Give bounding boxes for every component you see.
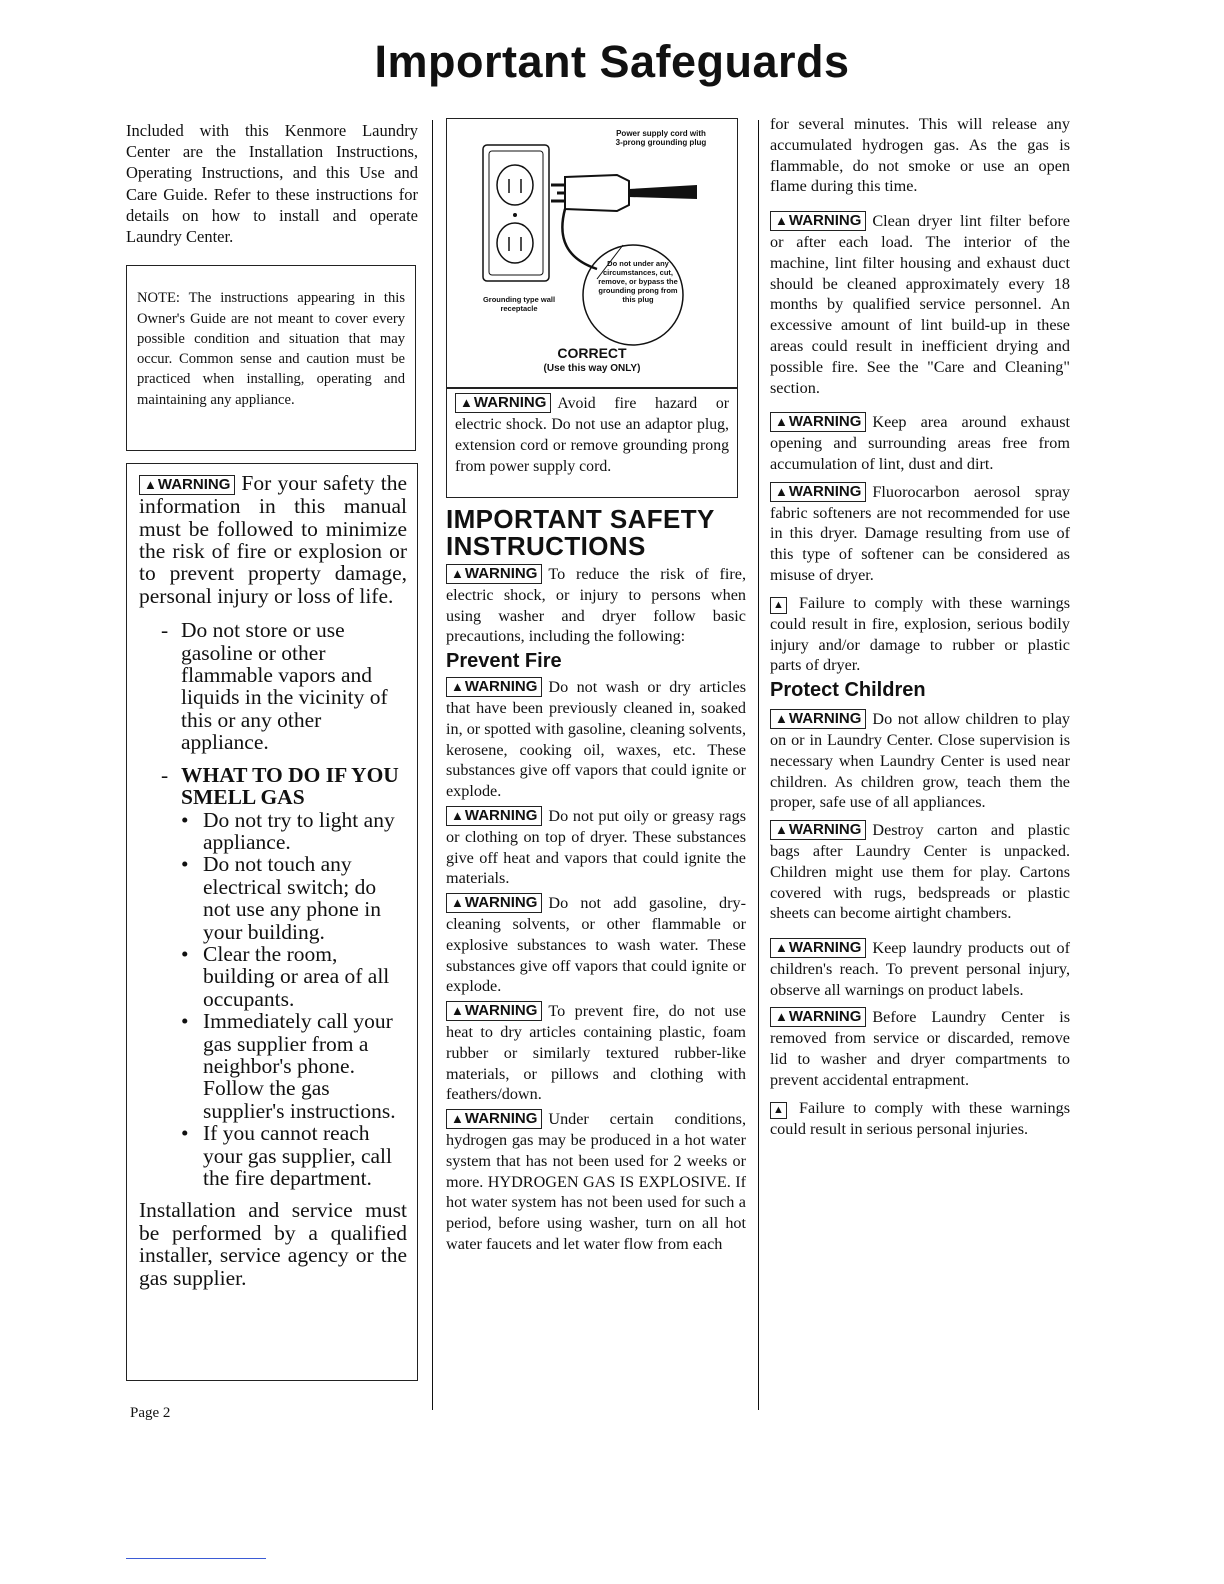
warning-triangle-icon: ▲ [451, 807, 464, 823]
alert-triangle-icon: ▲ [770, 1102, 787, 1119]
warning-badge: ▲WARNING [770, 211, 866, 231]
grounding-figure [446, 118, 738, 498]
gas-smell-heading: - WHAT TO DO IF YOU SMELL GAS [181, 762, 399, 810]
warning-badge: ▲WARNING [446, 677, 542, 697]
column-divider-1 [432, 120, 433, 1410]
outlet-bottom [497, 223, 533, 263]
safety-intro: ▲WARNING To reduce the risk of fire, electric shock, or injury to persons when using washer and dryer follow basic precautions, including the following: [446, 565, 746, 646]
children-warning: ▲WARNING Destroy carton and plastic bags after Laundry Center is unpacked. Children might use them for play. Cartons covered with rugs, bedspreads or plastic sheets can become airtight chambers. [770, 821, 1070, 923]
protect-children-heading: Protect Children [770, 679, 926, 702]
receptacle-label: Grounding type wall receptacle [482, 295, 556, 313]
warning-triangle-icon: ▲ [144, 477, 157, 493]
safety-list [139, 619, 407, 1189]
warning-badge: ▲WARNING [446, 893, 542, 913]
warning-triangle-icon: ▲ [451, 679, 464, 695]
page-title: Important Safeguards [374, 36, 850, 87]
grounding-plug-illustration [447, 119, 737, 381]
list-item [139, 764, 407, 1190]
power-cord-label: Power supply cord with 3-prong grounding plug [615, 129, 707, 147]
warning-triangle-icon: ▲ [775, 213, 788, 229]
fire-warning: ▲WARNING To prevent fire, do not use heat to dry articles containing plastic, foam rubber or similarly textured rubber-like materials, or pillows and clothing with feathers/down. [446, 1002, 746, 1104]
wall-plate-inner [489, 151, 543, 275]
prevent-fire-heading: Prevent Fire [446, 650, 562, 673]
figure-divider [447, 387, 737, 389]
adaptor-warning: ▲WARNING Avoid fire hazard or electric shock. Do not use an adaptor plug, extension cord or remove grounding prong from power supply cord. [455, 394, 729, 475]
warning-badge: ▲WARNING [770, 412, 866, 432]
hydrogen-continued: for several minutes. This will release any accumulated hydrogen gas. As the gas is flammable, do not smoke or use an open flame during this time. [770, 115, 1070, 196]
fire-failure-note: ▲ Failure to comply with these warnings could result in fire, explosion, serious bodily injury and/or damage to rubber or plastic parts of dryer. [770, 593, 1070, 675]
warning-badge: ▲WARNING [770, 482, 866, 502]
column-divider-2 [758, 120, 759, 1410]
children-warning: ▲WARNING Before Laundry Center is removed from service or discarded, remove lid to washer and dryer compartments to prevent accidental entrapment. [770, 1008, 1070, 1089]
safety-instructions-title: IMPORTANT SAFETY INSTRUCTIONS [446, 504, 715, 561]
exhaust-warning: ▲WARNING Keep area around exhaust opening and surrounding areas free from accumulation of lint, dust and dirt. [770, 413, 1070, 473]
warning-triangle-icon: ▲ [451, 1111, 464, 1127]
fire-warning: ▲WARNING Under certain conditions, hydrogen gas may be produced in a hot water system that has not been used for 2 weeks or more. HYDROGEN GAS IS EXPLOSIVE. If hot water system has not been used for such a period, before using washer, turn on all hot water faucets and let water flow from each [446, 1110, 746, 1253]
bullet-item: • If you cannot reach your gas supplier, call the fire department. [173, 1122, 407, 1189]
column-left [126, 120, 418, 1381]
note-text: NOTE: The instructions appearing in this Owner's Guide are not meant to cover every possible condition and situation that may occur. Common sense and caution must be practiced when installing, operating and maintaining any appliance. [137, 290, 405, 408]
warning-badge: ▲WARNING [446, 1001, 542, 1021]
bullet-item: • Do not try to light any appliance. [173, 809, 407, 854]
warning-triangle-icon: ▲ [775, 822, 788, 838]
warning-triangle-icon: ▲ [460, 395, 473, 410]
children-warning: ▲WARNING Keep laundry products out of children's reach. To prevent personal injury, observe all warnings on product labels. [770, 939, 1070, 999]
warning-triangle-icon: ▲ [775, 1009, 788, 1025]
warning-badge: ▲WARNING [446, 1109, 542, 1129]
warning-badge: ▲WARNING [446, 806, 542, 826]
intro-paragraph: Included with this Kenmore Laundry Center are the Installation Instructions, Operating Instructions, and this Use and Care Guide. Refer to these instructions for details on how to install and operate Laundry Center. [126, 121, 418, 247]
fire-warning: ▲WARNING Do not put oily or greasy rags or clothing on top of dryer. These substances give off heat and vapors that could ignite the materials. [446, 806, 746, 888]
aerosol-warning: ▲WARNING Fluorocarbon aerosol spray fabric softeners are not recommended for use in this dryer. Damage resulting from use of this type of softener can be considered as misuse of dryer. [770, 482, 1070, 584]
children-warning: ▲WARNING Do not allow children to play on or in Laundry Center. Close supervision is necessary when Laundry Center is used near children. As children grow, teach them the proper, safe use of all appliances. [770, 710, 1070, 812]
warning-triangle-icon: ▲ [451, 1003, 464, 1019]
installation-note: Installation and service must be performed by a qualified installer, service agency or the gas supplier. [139, 1198, 407, 1290]
bullet-item: • Immediately call your gas supplier from a neighbor's phone. Follow the gas supplier's instructions. [173, 1010, 407, 1122]
fire-warning: ▲WARNING Do not add gasoline, dry-cleaning solvents, or other flammable or explosive substances to wash water. These substances give off vapors that could ignite or explode. [446, 894, 746, 996]
column-right [770, 114, 1070, 1139]
bullet-item: • Clear the room, building or area of all occupants. [173, 943, 407, 1010]
gas-smell-steps [173, 809, 407, 1190]
warning-triangle-icon: ▲ [775, 483, 788, 499]
fire-warning: ▲WARNING Do not wash or dry articles that have been previously cleaned in, soaked in, or spotted with gasoline, cleaning solvents, kerosene, cooking oil, waxes, etc. These substances give off vapors that could ignite or explode. [446, 678, 746, 801]
warning-triangle-icon: ▲ [775, 414, 788, 430]
lint-warning: ▲WARNING Clean dryer lint filter before or after each load. The interior of the machine, lint filter housing and exhaust duct should be cleaned approximately every 18 months by qualified service personnel. An excessive amount of lint build-up in these areas could result in inefficient drying and possible fire. See the "Care and Cleaning" section. [770, 212, 1070, 397]
warning-badge: ▲WARNING [446, 564, 542, 584]
injury-failure-note: ▲ Failure to comply with these warnings could result in serious personal injuries. [770, 1098, 1070, 1138]
warning-triangle-icon: ▲ [775, 940, 788, 956]
figure-caption: CORRECT [557, 345, 627, 361]
alert-triangle-icon: ▲ [770, 597, 787, 614]
figure-caption-sub: (Use this way ONLY) [543, 363, 641, 374]
warning-triangle-icon: ▲ [451, 566, 464, 581]
footer-rule [126, 1558, 266, 1559]
warning-triangle-icon: ▲ [775, 711, 788, 727]
bullet-item: • Do not touch any electrical switch; do not use any phone in your building. [173, 853, 407, 943]
warning-badge: ▲WARNING [770, 820, 866, 840]
column-middle [446, 118, 746, 1255]
grounding-prong-warning-label: Do not under any circumstances, cut, remove, or bypass the grounding prong from this plug [598, 259, 678, 304]
warning-badge: ▲WARNING [770, 938, 866, 958]
power-cord [629, 185, 697, 199]
warning-badge: ▲WARNING [770, 1007, 866, 1027]
warning-badge: ▲WARNING [455, 393, 551, 413]
warning-badge: ▲WARNING [139, 475, 235, 495]
warning-badge: ▲WARNING [770, 709, 866, 729]
plate-screw [513, 213, 517, 217]
list-item: - Do not store or use gasoline or other flammable vapors and liquids in the vicinity of this or any other appliance. [139, 619, 407, 753]
safety-lead: ▲WARNING For your safety the information in this manual must be followed to minimize the risk of fire or explosion or to prevent property damage, personal injury or loss of life. [139, 471, 407, 608]
plug-body [565, 175, 629, 211]
outlet-top [497, 165, 533, 205]
gas-safety-box [126, 463, 418, 1381]
page-number: Page 2 [130, 1405, 171, 1421]
warning-triangle-icon: ▲ [451, 895, 464, 911]
note-box [126, 265, 416, 451]
cord-curve [562, 209, 597, 269]
